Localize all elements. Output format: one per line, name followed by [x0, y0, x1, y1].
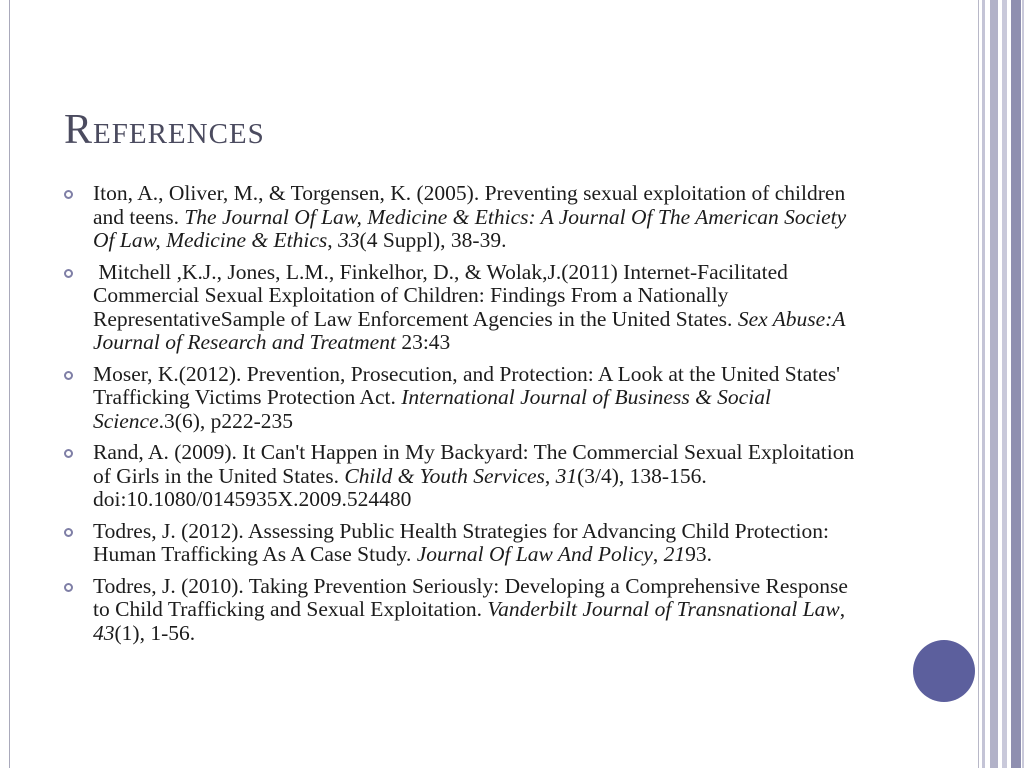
rail-line — [1002, 0, 1007, 768]
reference-separator: , — [652, 542, 664, 566]
reference-pages: 93. — [685, 542, 712, 566]
reference-separator: , — [327, 228, 339, 252]
reference-separator: , — [839, 597, 846, 621]
reference-item — [62, 182, 862, 253]
reference-item — [62, 575, 862, 646]
reference-separator: , — [544, 463, 556, 488]
rail-line — [978, 0, 979, 768]
rail-line — [1011, 0, 1021, 768]
reference-authors-title: Rand, A. (2009). It Can't Happen in My Backyard: The Commercial Sexual Exploitation of Girls in the United States. — [93, 440, 855, 488]
bullet-ring-icon — [64, 449, 73, 458]
reference-item — [62, 363, 862, 434]
reference-pages: (3/4), 138-156. doi:10.1080/0145935X.2009.524480 — [93, 463, 707, 511]
rail-line — [982, 0, 985, 768]
reference-text — [93, 519, 829, 567]
reference-journal: The Journal Of Law, Medicine & Ethics: A Journal Of The American Society Of Law, Medicine & Ethics — [93, 204, 847, 252]
reference-journal: Child & Youth Services — [344, 463, 545, 488]
reference-text — [93, 260, 845, 355]
reference-journal: Vanderbilt Journal of Transnational Law — [487, 597, 840, 621]
reference-journal: Journal Of Law And Policy — [416, 542, 653, 566]
reference-item — [62, 441, 862, 512]
reference-journal: Sex Abuse:A Journal of Research and Treatment — [93, 306, 846, 354]
reference-text — [93, 440, 854, 511]
bullet-ring-icon — [64, 371, 73, 380]
bullet-ring-icon — [64, 269, 73, 278]
reference-authors-title: Mitchell ,K.J., Jones, L.M., Finkelhor, D., & Wolak,J.(2011) Internet-Facilitated Commercial Sexual Exploitation of Children: Findings From a Nationally RepresentativeSample of Law Enforcement Agencies in the United States. — [93, 259, 788, 331]
reference-volume: 43 — [93, 620, 115, 645]
reference-item — [62, 261, 862, 355]
reference-text — [93, 574, 848, 645]
rail-line — [990, 0, 998, 768]
reference-authors-title: Todres, J. (2010). Taking Prevention Seriously: Developing a Comprehensive Response to Child Trafficking and Sexual Exploitation. — [93, 573, 848, 621]
bullet-ring-icon — [64, 583, 73, 592]
bullet-ring-icon — [64, 190, 73, 199]
reference-volume: 33 — [338, 228, 360, 252]
bullet-ring-icon — [64, 528, 73, 537]
slide-title: References — [64, 107, 265, 153]
decorative-circle — [913, 640, 975, 702]
reference-volume: 31 — [555, 463, 578, 488]
reference-pages: .3(6), p222-235 — [158, 408, 294, 433]
reference-authors-title: Todres, J. (2012). Assessing Public Health Strategies for Advancing Child Protection: Human Trafficking As A Case Study. — [93, 518, 829, 566]
reference-list — [62, 182, 862, 653]
reference-authors-title: Iton, A., Oliver, M., & Torgensen, K. (2005). Preventing sexual exploitation of children and teens. — [93, 181, 846, 229]
reference-text — [93, 362, 840, 433]
reference-pages: 23:43 — [395, 330, 451, 354]
reference-authors-title: Moser, K.(2012). Prevention, Prosecution, and Protection: A Look at the United States' Trafficking Victims Protection Act. — [93, 361, 841, 409]
reference-item — [62, 520, 862, 567]
reference-volume: 21 — [663, 542, 686, 566]
reference-pages: (4 Suppl), 38-39. — [359, 228, 507, 252]
slide-left-border — [9, 0, 10, 768]
decorative-right-rails — [978, 0, 1024, 768]
reference-text — [93, 181, 846, 252]
reference-journal: International Journal of Business & Social Science — [93, 385, 771, 433]
reference-pages: (1), 1-56. — [114, 620, 196, 645]
